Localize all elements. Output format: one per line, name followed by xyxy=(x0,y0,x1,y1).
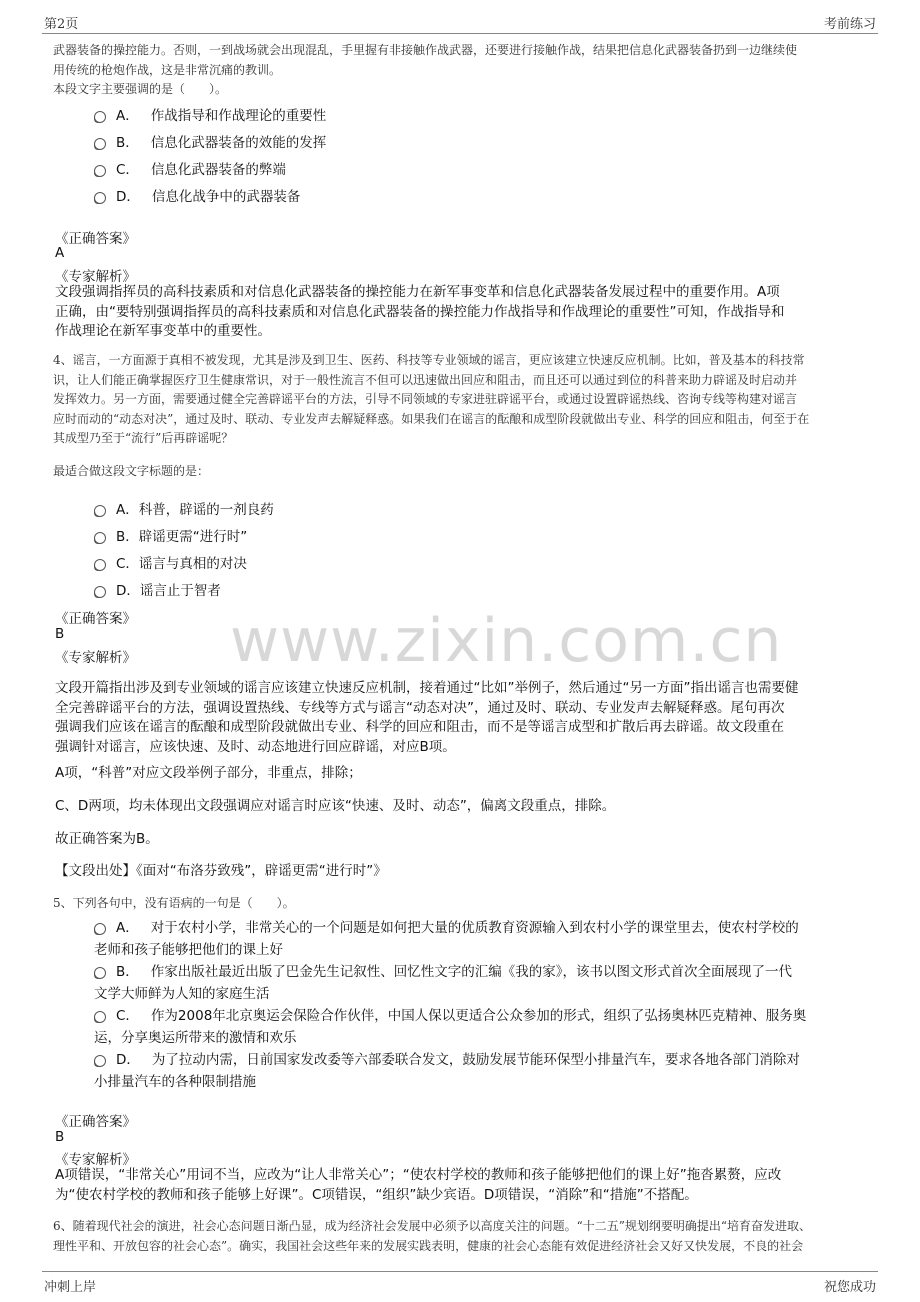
analysis-line: 为“使农村学校的教师和孩子能够上好课”。C项错误，“组织”缺少宾语。D项错误，“消除”和“措施”不搭配。 xyxy=(55,1186,698,1203)
q3-passage xyxy=(53,41,797,80)
option-letter: C． xyxy=(116,556,139,572)
page-footer xyxy=(42,1271,878,1296)
analysis-label: 《专家解析》 xyxy=(55,1152,136,1168)
radio-icon[interactable] xyxy=(94,1011,106,1023)
option-text: 运，分享奥运所带来的激情和欢乐 xyxy=(94,1030,297,1046)
q3-option-a[interactable] xyxy=(94,104,326,124)
radio-icon[interactable] xyxy=(94,138,106,150)
analysis-line: A项错误，“非常关心”用词不当，应改为“让人非常关心”；“使农村学校的教师和孩子能够把他们的课上好”拖沓累赘，应改 xyxy=(55,1167,782,1183)
analysis-line: 文段强调指挥员的高科技素质和对信息化武器装备的操控能力在新军事变革和信息化武器装备发展过程中的重要作用。A项 xyxy=(55,284,780,300)
q4-option-b[interactable] xyxy=(94,525,247,545)
q4-passage xyxy=(53,351,809,449)
option-text: 信息化武器装备的弊端 xyxy=(150,162,286,178)
q4-option-a[interactable] xyxy=(94,498,274,518)
q4-analysis xyxy=(55,679,798,757)
page-number: 第2页 xyxy=(44,17,79,32)
radio-icon[interactable] xyxy=(94,923,106,935)
answer-label: 《正确答案》 xyxy=(55,611,136,627)
q5-option-a[interactable] xyxy=(94,917,799,961)
q4-option-c[interactable] xyxy=(94,552,247,572)
option-text: 老师和孩子能够把他们的课上好 xyxy=(94,942,283,958)
option-text: 谣言止于智者 xyxy=(139,583,221,599)
answer-label: 《正确答案》 xyxy=(55,231,136,247)
q3-option-c[interactable] xyxy=(94,158,286,178)
radio-icon[interactable] xyxy=(94,111,106,123)
option-text: 信息化武器装备的效能的发挥 xyxy=(150,135,327,151)
header-title: 考前练习 xyxy=(823,17,876,32)
answer-value: B xyxy=(55,1129,65,1145)
passage-line: 理性平和、开放包容的社会心态”。确实，我国社会这些年来的发展实践表明，健康的社会心态能有效促进经济社会又好又快发展，不良的社会 xyxy=(53,1238,804,1253)
passage-line: 6、随着现代社会的演进，社会心态问题日渐凸显，成为经济社会发展中必须予以高度关注的问题。“十二五”规划纲要明确提出“培育奋发进取、 xyxy=(53,1219,812,1233)
option-letter: B． xyxy=(116,135,139,151)
q3-stem: 本段文字主要强调的是（ ）。 xyxy=(53,82,228,96)
passage-line: 发挥效力。另一方面，需要通过健全完善辟谣平台的方法，引导不同领域的专家进驻辟谣平台，或通过设置辟谣热线、咨询专线等构建对谣言 xyxy=(53,392,798,406)
option-letter: C． xyxy=(116,1008,139,1024)
option-text: 小排量汽车的各种限制措施 xyxy=(94,1074,256,1090)
radio-icon[interactable] xyxy=(94,165,106,177)
option-text: 科普，辟谣的一剂良药 xyxy=(138,502,274,518)
option-letter: A． xyxy=(116,920,139,936)
option-text: 辟谣更需“进行时” xyxy=(138,529,248,545)
radio-icon[interactable] xyxy=(94,967,106,979)
radio-icon[interactable] xyxy=(94,586,106,598)
q3-analysis xyxy=(55,283,785,342)
q4-conclusion: 故正确答案为B。 xyxy=(55,831,159,847)
answer-value: A xyxy=(55,245,65,261)
footer-right: 祝您成功 xyxy=(823,1280,876,1295)
analysis-line: 全完善辟谣平台的方法，强调设置热线、专线等方式与谣言“动态对决”，通过及时、联动、专业发声去解疑释惑。尾句再次 xyxy=(55,699,785,716)
q6-passage xyxy=(53,1217,811,1256)
option-letter: D． xyxy=(116,189,140,205)
q4-option-d[interactable] xyxy=(94,579,221,599)
q3-option-b[interactable] xyxy=(94,131,326,151)
option-text: 信息化战争中的武器装备 xyxy=(151,189,301,205)
option-letter: D． xyxy=(116,583,140,599)
analysis-line: 强调针对谣言，应该快速、及时、动态地进行回应辟谣，对应B项。 xyxy=(55,738,456,755)
analysis-line: 正确，由“要特别强调指挥员的高科技素质和对信息化武器装备的操控能力作战指导和作战理论的重要性”可知，作战指导和 xyxy=(55,303,785,320)
q5-analysis xyxy=(55,1166,781,1205)
q5-stem: 5、下列各句中，没有语病的一句是（ ）。 xyxy=(53,896,295,910)
q4-note-cd: C、D两项，均未体现出文段强调应对谣言时应该“快速、及时、动态”，偏离文段重点，排除。 xyxy=(55,798,616,814)
option-letter: D． xyxy=(116,1052,140,1068)
analysis-line: 作战理论在新军事变革中的重要性。 xyxy=(55,323,271,339)
option-text: 文学大师鲜为人知的家庭生活 xyxy=(94,986,270,1002)
option-letter: A． xyxy=(116,502,139,518)
option-text: 为了拉动内需，日前国家发改委等六部委联合发文，鼓励发展节能环保型小排量汽车，要求各地各部门消除对 xyxy=(151,1052,800,1068)
q4-stem: 最适合做这段文字标题的是： xyxy=(53,464,210,478)
q3-option-d[interactable] xyxy=(94,185,300,205)
option-letter: A． xyxy=(116,108,139,124)
radio-icon[interactable] xyxy=(94,559,106,571)
analysis-label: 《专家解析》 xyxy=(55,650,136,666)
option-text: 对于农村小学，非常关心的一个问题是如何把大量的优质教育资源输入到农村小学的课堂里去，使农村学校的 xyxy=(150,920,799,936)
q4-source: 【文段出处】《面对“布洛芬致残”，辟谣更需“进行时”》 xyxy=(55,863,387,879)
option-letter: C． xyxy=(116,162,139,178)
radio-icon[interactable] xyxy=(94,532,106,544)
watermark: www.zixin.com.cn xyxy=(230,606,783,676)
q4-note-a: A项，“科普”对应文段举例子部分，非重点，排除； xyxy=(55,765,362,781)
passage-line: 武器装备的操控能力。否则，一到战场就会出现混乱，手里握有非接触作战武器，还要进行接触作战，结果把信息化武器装备扔到一边继续使 xyxy=(53,43,798,57)
q5-option-c[interactable] xyxy=(94,1005,806,1049)
passage-line: 用传统的枪炮作战，这是非常沉痛的教训。 xyxy=(53,62,282,77)
option-letter: B． xyxy=(116,529,139,545)
analysis-label: 《专家解析》 xyxy=(55,269,136,285)
passage-line: 识，让人们能正确掌握医疗卫生健康常识，对于一般性流言不但可以迅速做出回应和阻击，而且还可以通过到位的科普来助力辟谣及时启动并 xyxy=(53,372,798,387)
passage-line: 应时而动的“动态对决”，通过及时、联动、专业发声去解疑释惑。如果我们在谣言的酝酿和成型阶段就做出专业、科学的回应和阻击，何至于在 xyxy=(53,411,810,426)
answer-label: 《正确答案》 xyxy=(55,1114,136,1130)
footer-left: 冲刺上岸 xyxy=(44,1280,97,1295)
option-text: 作战指导和作战理论的重要性 xyxy=(150,108,327,124)
q5-option-d[interactable] xyxy=(94,1049,800,1093)
option-letter: B． xyxy=(116,964,139,980)
page-header xyxy=(42,11,878,34)
passage-line: 其成型乃至于“流行”后再辟谣呢？ xyxy=(53,431,234,445)
option-text: 作为2008年北京奥运会保险合作伙伴，中国人保以更适合公众参加的形式，组织了弘扬奥林匹克精神、服务奥 xyxy=(150,1008,807,1024)
answer-value: B xyxy=(55,626,65,642)
option-text: 谣言与真相的对决 xyxy=(138,556,247,572)
q5-option-b[interactable] xyxy=(94,961,792,1005)
radio-icon[interactable] xyxy=(94,1055,106,1067)
radio-icon[interactable] xyxy=(94,505,106,517)
radio-icon[interactable] xyxy=(94,192,106,204)
analysis-line: 强调我们应该在谣言的酝酿和成型阶段就做出专业、科学的回应和阻击，而不是等谣言成型和扩散后再去辟谣。故文段重在 xyxy=(55,719,784,735)
analysis-line: 文段开篇指出涉及到专业领域的谣言应该建立快速反应机制，接着通过“比如”举例子，然后通过“另一方面”指出谣言也需要健 xyxy=(55,680,799,696)
passage-line: 4、谣言，一方面源于真相不被发现，尤其是涉及到卫生、医药、科技等专业领域的谣言，更应该建立快速反应机制。比如，普及基本的科技常 xyxy=(53,353,805,367)
option-text: 作家出版社最近出版了巴金先生记叙性、回忆性文字的汇编《我的家》，该书以图文形式首次全面展现了一代 xyxy=(150,964,793,980)
